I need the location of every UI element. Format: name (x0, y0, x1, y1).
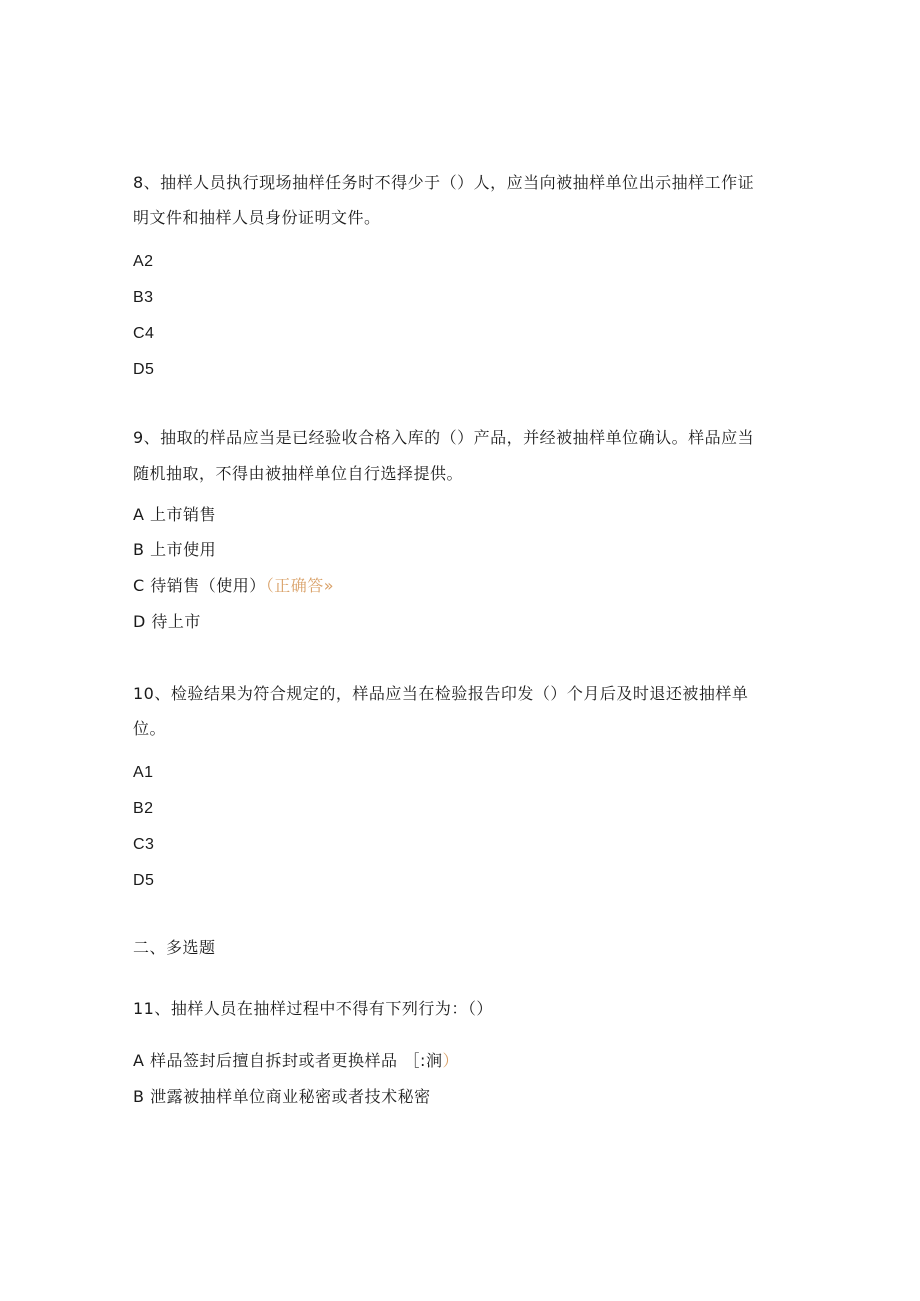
answer-mark-tail: ） (442, 1051, 459, 1070)
question-10-option-b: B2 (133, 800, 154, 817)
question-10-stem-line2: 位。 (133, 719, 167, 738)
question-10-option-d: D5 (133, 872, 155, 889)
question-8-option-a: A2 (133, 253, 154, 270)
question-8-option-d: D5 (133, 361, 155, 378)
question-8-stem-line2: 明文件和抽样人员身份证明文件。 (133, 208, 381, 227)
question-9-option-a: A 上市销售 (133, 505, 217, 524)
question-11-option-b: B 泄露被抽样单位商业秘密或者技术秘密 (133, 1087, 431, 1106)
question-11-option-a: A 样品签封后擅自拆封或者更换样品 (133, 1051, 398, 1070)
question-8-stem-line1: 8、抽样人员执行现场抽样任务时不得少于（）人，应当向被抽样单位出示抽样工作证 (133, 173, 755, 192)
question-8-option-b: B3 (133, 289, 154, 306)
question-8-option-c: C4 (133, 325, 155, 342)
question-10-stem-line1: 10、检验结果为符合规定的，样品应当在检验报告印发（）个月后及时退还被抽样单 (133, 684, 749, 703)
answer-mark-bracket: ［:涧 (403, 1051, 443, 1070)
question-9-option-c-row (133, 576, 334, 596)
question-9-option-b: B 上市使用 (133, 540, 217, 559)
question-11-stem: 11、抽样人员在抽样过程中不得有下列行为：（） (133, 999, 493, 1018)
question-9-stem-line1: 9、抽取的样品应当是已经验收合格入库的（）产品，并经被抽样单位确认。样品应当 (133, 428, 755, 447)
question-9-stem-line2: 随机抽取，不得由被抽样单位自行选择提供。 (133, 464, 464, 483)
question-9-option-d: D 待上市 (133, 612, 201, 631)
question-9-option-c: C 待销售（使用） (133, 576, 266, 595)
question-10-option-a: A1 (133, 764, 154, 781)
question-10-option-c: C3 (133, 836, 155, 853)
question-11-option-a-row (133, 1051, 459, 1071)
answer-mark: （正确答» (265, 576, 335, 595)
section-heading: 二、多选题 (133, 938, 216, 957)
